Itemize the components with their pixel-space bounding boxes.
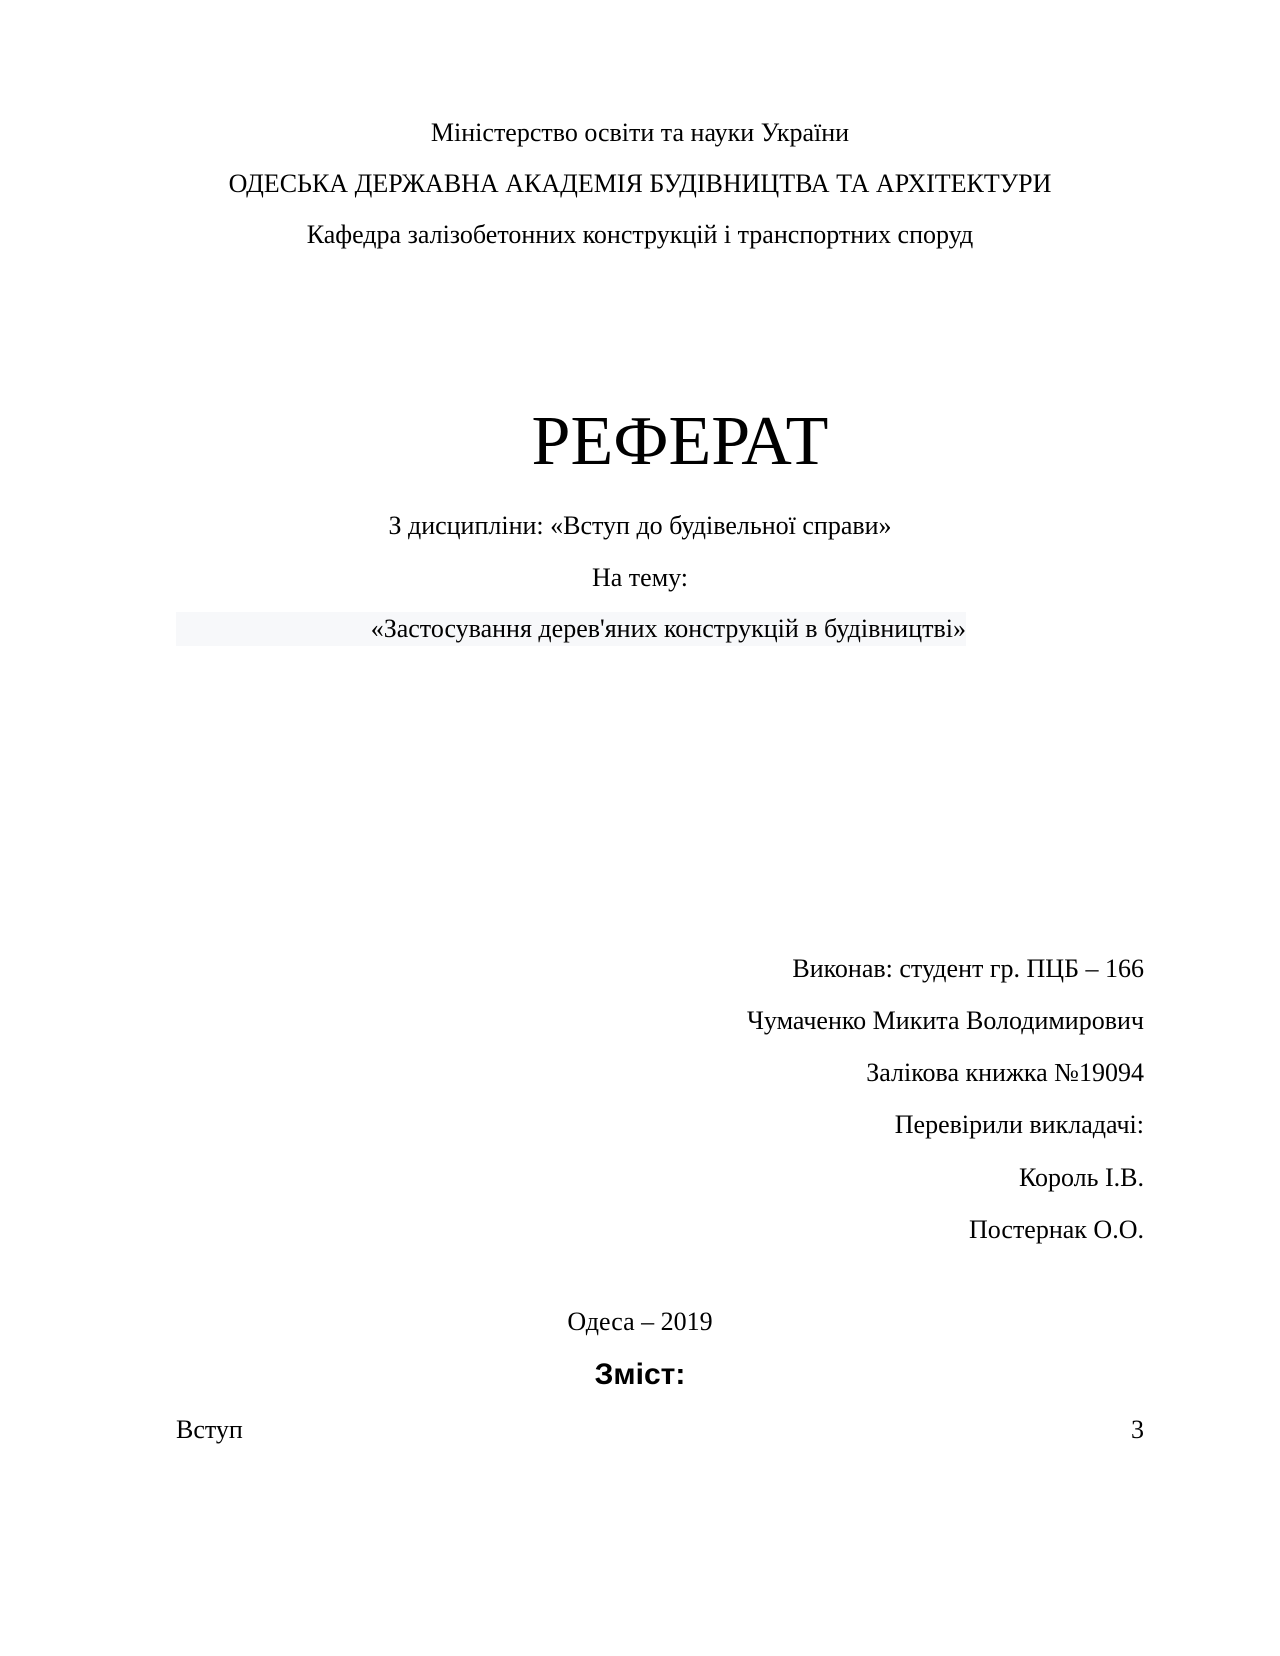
toc-entry[interactable] [176, 1414, 1144, 1448]
topic-label: На тему: [591, 563, 689, 592]
contents-heading: Зміст: [594, 1358, 686, 1391]
record-book-number: Залікова книжка №19094 [866, 1058, 1144, 1087]
toc-entry-page: 3 [1131, 1415, 1144, 1444]
topic-title: «Застосування дерев'яних конструкцій в будівництві» [370, 614, 966, 643]
ministry-line: Міністерство освіти та науки України [430, 118, 850, 147]
discipline-line: З дисципліни: «Вступ до будівельної справи» [388, 511, 892, 540]
city-year: Одеса – 2019 [567, 1307, 713, 1336]
student-name: Чумаченко Микита Володимирович [747, 1006, 1144, 1035]
performed-by-line: Виконав: студент гр. ПЦБ – 166 [792, 954, 1144, 983]
checked-by-label: Перевірили викладачі: [894, 1110, 1144, 1139]
department-name: Кафедра залізобетонних конструкцій і транспортних споруд [306, 220, 974, 249]
toc-entry-label: Вступ [176, 1415, 243, 1444]
teacher-name: Постернак О.О. [968, 1215, 1144, 1244]
teacher-name: Король І.В. [1018, 1163, 1144, 1192]
document-title: РЕФЕРАТ [531, 403, 829, 480]
academy-name: ОДЕСЬКА ДЕРЖАВНА АКАДЕМІЯ БУДІВНИЦТВА ТА АРХІТЕКТУРИ [228, 169, 1052, 198]
